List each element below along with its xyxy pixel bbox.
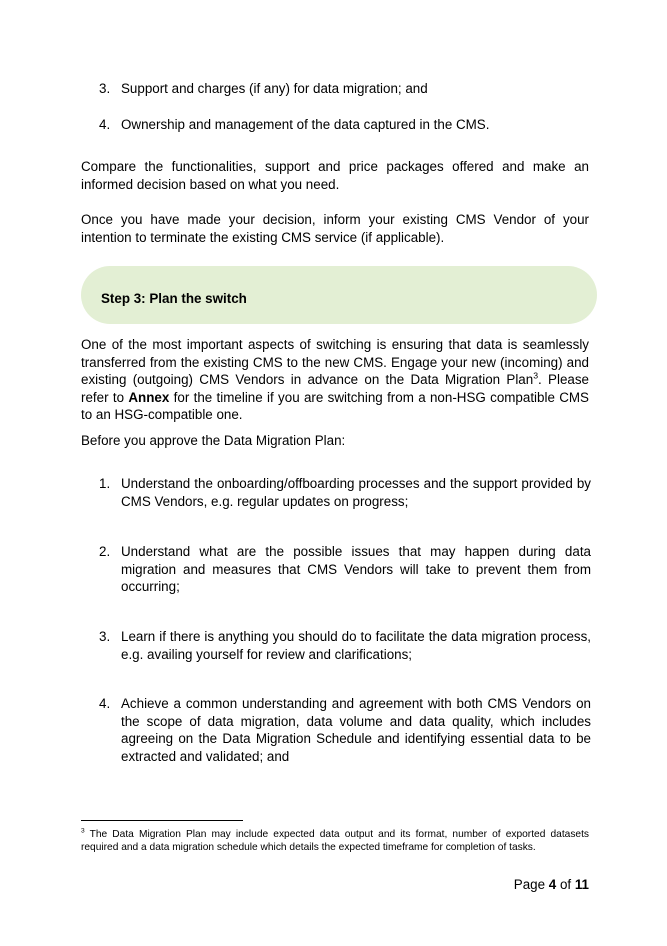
list-number: 2.	[99, 544, 111, 559]
list-number: 3.	[99, 81, 111, 96]
paragraph-before-approve: Before you approve the Data Migration Plan:	[81, 433, 346, 448]
footnote-reference[interactable]: 3	[533, 370, 539, 381]
page-number-prefix: Page	[513, 877, 549, 892]
paragraph-switch-part1: One of the most important aspects of switching is ensuring that data is seamlessly transferred from the existing CMS to the new CMS. Engage your new (incoming) and existing (outgoing) CMS Vendors in advance on the Data Migration Plan	[81, 337, 589, 387]
paragraph-switch-part2: . Please refer to	[81, 372, 589, 405]
list-text: Ownership and management of the data captured in the CMS.	[121, 117, 490, 132]
list-number: 4.	[99, 696, 111, 711]
annex-reference: Annex	[128, 389, 170, 405]
list-text: Support and charges (if any) for data migration; and	[121, 81, 428, 96]
footnote-divider	[81, 820, 243, 821]
step-title: Step 3: Plan the switch	[101, 291, 247, 306]
page-number-current: 4	[548, 877, 557, 892]
list-number: 3.	[99, 629, 111, 644]
list-text: Understand what are the possible issues that may happen during data migration and measures that CMS Vendors will take to prevent them from occurring;	[121, 544, 591, 594]
paragraph-compare: Compare the functionalities, support and price packages offered and make an informed decision based on what you need.	[81, 159, 589, 192]
paragraph-decision: Once you have made your decision, inform your existing CMS Vendor of your intention to terminate the existing CMS service (if applicable).	[81, 212, 589, 245]
footnote-text: The Data Migration Plan may include expected data output and its format, number of exported datasets required and a data migration schedule which details the expected timeframe for completion of tasks.	[81, 829, 589, 853]
list-text: Understand the onboarding/offboarding processes and the support provided by CMS Vendors, e.g. regular updates on progress;	[121, 476, 591, 509]
list-text: Learn if there is anything you should do to facilitate the data migration process, e.g. availing yourself for review and clarifications;	[121, 629, 591, 662]
page-number	[514, 877, 589, 892]
footnote-marker: 3	[81, 827, 85, 835]
page-number-of: of	[556, 877, 575, 892]
list-number: 1.	[99, 476, 111, 491]
list-number: 4.	[99, 117, 111, 132]
paragraph-switch-part3: for the timeline if you are switching from a non-HSG compatible CMS to an HSG-compatible one.	[81, 389, 589, 422]
list-text: Achieve a common understanding and agreement with both CMS Vendors on the scope of data migration, data volume and data quality, which includes agreeing on the Data Migration Schedule and identifying essential data to be extracted and validated; and	[121, 696, 591, 764]
step-heading-box	[81, 266, 597, 324]
page-number-total: 11	[574, 877, 589, 892]
paragraph-switch	[81, 336, 589, 424]
footnote	[81, 828, 589, 854]
